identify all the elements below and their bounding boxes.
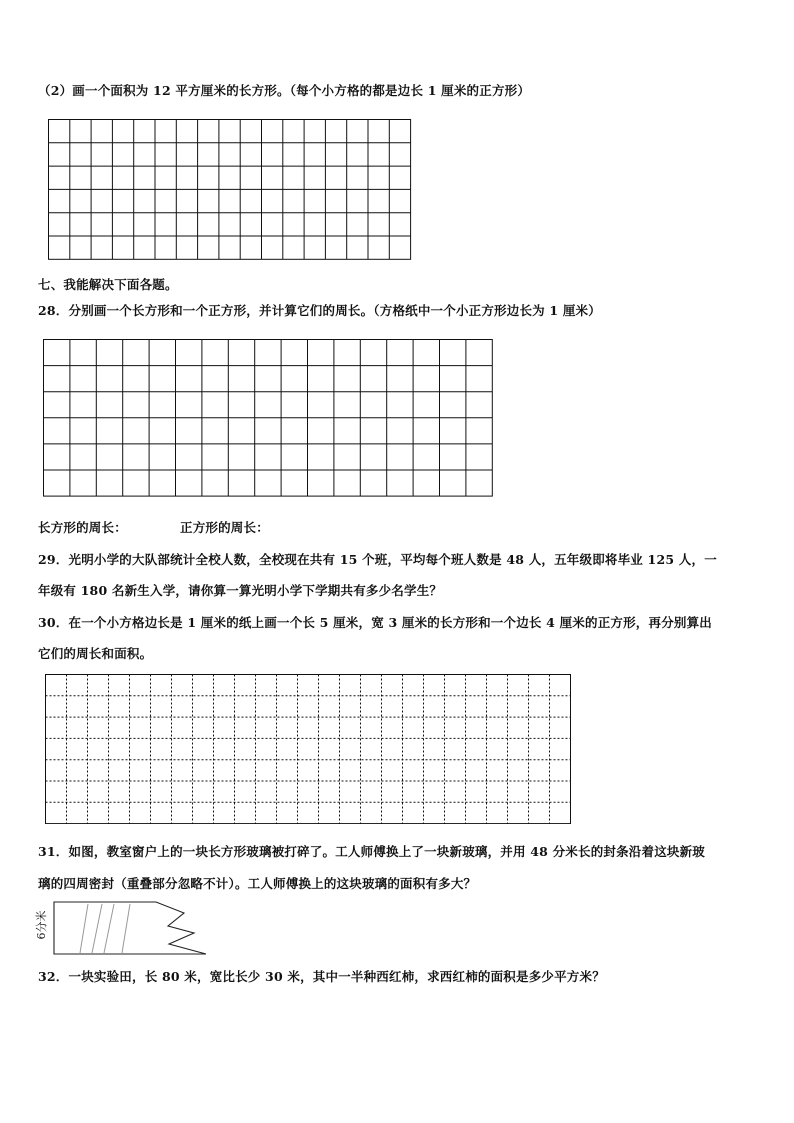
q30-line1: 30．在一个小方格边长是 1 厘米的纸上画一个长 5 厘米，宽 3 厘米的长方形和一个边长 4 厘米的正方形，再分别算出 [38, 615, 713, 630]
q27-part2-text: （2）画一个面积为 12 平方厘米的长方形。（每个小方格的都是边长 1 厘米的正方形） [38, 83, 531, 98]
glass-outline [54, 902, 206, 954]
q31-figure [34, 899, 214, 957]
q30-dotted-grid [45, 674, 571, 824]
q31-height-label: 6分米 [35, 910, 48, 940]
q28-grid [43, 339, 495, 497]
q31-line1: 31．如图，教室窗户上的一块长方形玻璃被打碎了。工人师傅换上了一块新玻璃，并用 48 分米长的封条沿着这块新玻 [38, 844, 705, 859]
section-title: 七、我能解决下面各题。 [38, 277, 178, 292]
grid-paper-2 [43, 339, 495, 497]
grid-paper-1 [48, 119, 412, 260]
q32-text: 32．一块实验田，长 80 米，宽比长少 30 米，其中一半种西红柿，求西红柿的面积是多少平方米？ [38, 969, 605, 984]
q28-rect-perimeter-label: 长方形的周长： [38, 520, 127, 535]
q28-text: 28．分别画一个长方形和一个正方形，并计算它们的周长。（方格纸中一个小正方形边长为 1 厘米） [38, 303, 601, 318]
broken-glass-figure [34, 899, 214, 957]
q29-line2: 年级有 180 名新生入学，请你算一算光明小学下学期共有多少名学生？ [38, 583, 443, 598]
q27-grid [48, 119, 412, 260]
q28-square-perimeter-label: 正方形的周长： [180, 520, 269, 535]
q31-line2: 璃的四周密封（重叠部分忽略不计）。工人师傅换上的这块玻璃的面积有多大？ [38, 876, 477, 891]
q30-line2: 它们的周长和面积。 [38, 646, 153, 661]
grid-border [46, 675, 571, 824]
grid-paper-3 [45, 674, 571, 824]
q29-line1: 29．光明小学的大队部统计全校人数，全校现在共有 15 个班，平均每个班人数是 48 人，五年级即将毕业 125 人，一 [38, 552, 717, 567]
